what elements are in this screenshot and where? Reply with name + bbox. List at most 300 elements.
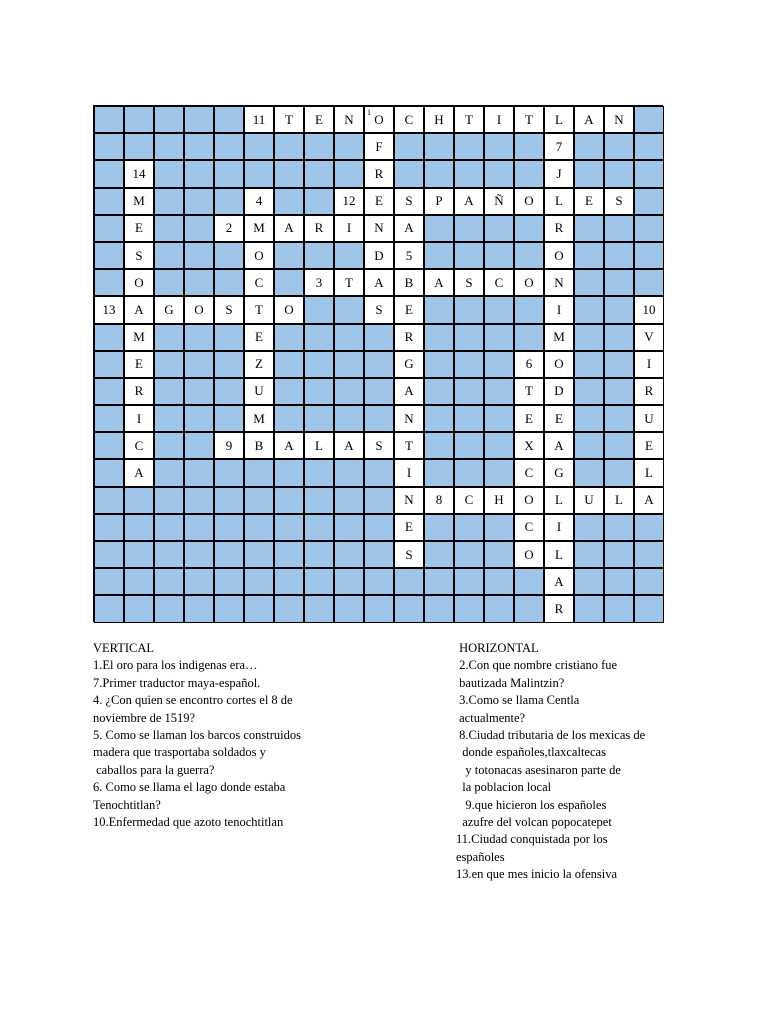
grid-cell: N: [544, 269, 574, 296]
grid-cell: S: [604, 188, 634, 215]
vertical-clue-line: 1.El oro para los indigenas era…: [93, 658, 258, 673]
grid-cell: [94, 188, 124, 215]
grid-cell: [394, 160, 424, 187]
grid-cell: [424, 242, 454, 269]
grid-cell: [454, 432, 484, 459]
grid-cell: E: [394, 514, 424, 541]
grid-cell: T: [244, 296, 274, 323]
grid-cell: [424, 432, 454, 459]
grid-cell: 3: [304, 269, 334, 296]
grid-cell: S: [124, 242, 154, 269]
grid-cell: I: [544, 514, 574, 541]
grid-cell: [364, 514, 394, 541]
grid-cell: [334, 324, 364, 351]
grid-cell: [604, 351, 634, 378]
grid-cell: S: [364, 432, 394, 459]
grid-cell: [604, 405, 634, 432]
grid-cell: [94, 378, 124, 405]
grid-cell: [154, 324, 184, 351]
grid-cell: J: [544, 160, 574, 187]
grid-cell: E: [244, 324, 274, 351]
grid-cell: B: [244, 432, 274, 459]
grid-cell: [124, 541, 154, 568]
vertical-clue-line: 4. ¿Con quien se encontro cortes el 8 de: [93, 693, 293, 708]
grid-cell: L: [604, 487, 634, 514]
grid-cell: [214, 541, 244, 568]
grid-cell: [214, 514, 244, 541]
grid-cell: A: [424, 269, 454, 296]
grid-cell: [334, 296, 364, 323]
grid-cell: [154, 405, 184, 432]
grid-cell: [394, 133, 424, 160]
grid-cell: T: [394, 432, 424, 459]
grid-cell: [484, 405, 514, 432]
grid-cell: E: [124, 351, 154, 378]
grid-cell: [214, 106, 244, 133]
grid-cell: [274, 269, 304, 296]
grid-cell: [304, 351, 334, 378]
grid-cell: [214, 160, 244, 187]
grid-cell: [94, 160, 124, 187]
grid-cell: E: [544, 405, 574, 432]
grid-cell: Ñ: [484, 188, 514, 215]
grid-cell: [334, 351, 364, 378]
grid-cell: [454, 595, 484, 622]
grid-cell: R: [304, 215, 334, 242]
grid-cell: [364, 487, 394, 514]
grid-cell: [214, 269, 244, 296]
grid-cell: L: [634, 459, 664, 486]
grid-cell: M: [544, 324, 574, 351]
grid-cell: [274, 351, 304, 378]
grid-cell: [604, 160, 634, 187]
grid-cell: [604, 459, 634, 486]
grid-cell: [364, 324, 394, 351]
grid-cell: [94, 459, 124, 486]
grid-cell: [244, 160, 274, 187]
grid-cell: [94, 269, 124, 296]
grid-cell: R: [634, 378, 664, 405]
grid-cell: [604, 514, 634, 541]
grid-cell: [484, 514, 514, 541]
grid-cell: [334, 133, 364, 160]
grid-cell: [94, 133, 124, 160]
horizontal-clues: [456, 640, 645, 884]
grid-cell: [484, 324, 514, 351]
grid-cell: R: [364, 160, 394, 187]
grid-cell: [484, 459, 514, 486]
grid-cell: U: [574, 487, 604, 514]
grid-cell: [514, 215, 544, 242]
grid-cell: [484, 541, 514, 568]
horizontal-heading: HORIZONTAL: [456, 641, 539, 655]
grid-cell: [364, 378, 394, 405]
grid-cell: [634, 106, 664, 133]
vertical-clue-line: Tenochtitlan?: [93, 797, 161, 812]
vertical-clues: [93, 640, 301, 831]
grid-cell: I: [484, 106, 514, 133]
grid-cell: [274, 514, 304, 541]
grid-cell: [214, 459, 244, 486]
grid-cell: [244, 459, 274, 486]
grid-cell: [184, 215, 214, 242]
vertical-clue-line: caballos para la guerra?: [93, 762, 215, 777]
grid-cell: R: [124, 378, 154, 405]
grid-cell: G: [544, 459, 574, 486]
grid-cell: [424, 296, 454, 323]
grid-cell: [244, 514, 274, 541]
grid-cell: [574, 514, 604, 541]
vertical-clue-line: 6. Como se llama el lago donde estaba: [93, 780, 286, 795]
grid-cell: H: [484, 487, 514, 514]
grid-cell: L: [544, 487, 574, 514]
grid-cell: [184, 378, 214, 405]
grid-cell: [304, 514, 334, 541]
grid-cell: [274, 568, 304, 595]
grid-cell: [574, 133, 604, 160]
grid-cell: 6: [514, 351, 544, 378]
grid-cell: [484, 568, 514, 595]
grid-cell: [124, 514, 154, 541]
grid-cell: [214, 188, 244, 215]
grid-cell: O: [124, 269, 154, 296]
grid-cell: [184, 269, 214, 296]
grid-cell: [94, 242, 124, 269]
grid-cell: [124, 568, 154, 595]
grid-cell: A: [454, 188, 484, 215]
grid-cell: [94, 541, 124, 568]
grid-cell: I: [544, 296, 574, 323]
grid-cell: [484, 432, 514, 459]
grid-cell: [574, 459, 604, 486]
grid-cell: [574, 378, 604, 405]
grid-cell: [304, 378, 334, 405]
grid-cell: [154, 106, 184, 133]
grid-cell: O: [514, 487, 544, 514]
grid-cell: O: [184, 296, 214, 323]
grid-cell: 8: [424, 487, 454, 514]
grid-cell: [214, 242, 244, 269]
grid-cell: R: [394, 324, 424, 351]
grid-cell: [454, 459, 484, 486]
grid-cell: [154, 133, 184, 160]
grid-cell: [454, 324, 484, 351]
grid-cell: I: [334, 215, 364, 242]
grid-cell: [424, 133, 454, 160]
horizontal-clue-line: 3.Como se llama Centla: [456, 693, 580, 708]
grid-cell: [604, 324, 634, 351]
grid-cell: [364, 595, 394, 622]
grid-cell: T: [334, 269, 364, 296]
grid-cell: N: [604, 106, 634, 133]
grid-cell: U: [634, 405, 664, 432]
grid-cell: E: [634, 432, 664, 459]
grid-cell: [514, 242, 544, 269]
grid-cell: [364, 459, 394, 486]
grid-cell: A: [394, 215, 424, 242]
grid-cell: A: [544, 432, 574, 459]
grid-cell: [304, 541, 334, 568]
grid-cell: 10: [634, 296, 664, 323]
grid-cell: [574, 541, 604, 568]
grid-cell: [304, 324, 334, 351]
grid-cell: I: [124, 405, 154, 432]
grid-cell: [154, 595, 184, 622]
grid-cell: O: [544, 242, 574, 269]
vertical-heading: VERTICAL: [93, 641, 155, 655]
grid-cell: M: [244, 215, 274, 242]
grid-cell: [454, 568, 484, 595]
horizontal-clue-line: 11.Ciudad conquistada por los: [456, 832, 608, 847]
grid-cell: [394, 568, 424, 595]
grid-cell: O: [544, 351, 574, 378]
grid-cell: [424, 215, 454, 242]
grid-cell: L: [544, 188, 574, 215]
grid-cell: [214, 324, 244, 351]
grid-cell: B: [394, 269, 424, 296]
grid-cell: S: [364, 296, 394, 323]
grid-cell: [274, 541, 304, 568]
grid-cell: [184, 242, 214, 269]
horizontal-clue-line: 8.Ciudad tributaria de los mexicas de: [456, 728, 646, 743]
grid-cell: [184, 188, 214, 215]
grid-cell: [94, 432, 124, 459]
horizontal-clue-line: 13.en que mes inicio la ofensiva: [456, 867, 618, 882]
grid-cell: [484, 160, 514, 187]
grid-cell: [484, 378, 514, 405]
grid-cell: [154, 160, 184, 187]
grid-cell: H: [424, 106, 454, 133]
vertical-clue-line: madera que trasportaba soldados y: [93, 745, 266, 760]
grid-cell: C: [484, 269, 514, 296]
vertical-clue-line: 5. Como se llaman los barcos construidos: [93, 728, 301, 743]
grid-cell: [604, 215, 634, 242]
grid-cell: [184, 133, 214, 160]
grid-cell: [244, 568, 274, 595]
grid-cell: R: [544, 595, 574, 622]
grid-cell: [574, 568, 604, 595]
grid-cell: S: [394, 541, 424, 568]
grid-cell: S: [454, 269, 484, 296]
grid-cell: [454, 242, 484, 269]
grid-cell: G: [394, 351, 424, 378]
grid-cell: A: [634, 487, 664, 514]
grid-cell: A: [124, 459, 154, 486]
grid-cell: [634, 541, 664, 568]
grid-cell: O 1: [364, 106, 394, 133]
grid-cell: [94, 351, 124, 378]
grid-cell: [574, 351, 604, 378]
grid-cell: [484, 215, 514, 242]
grid-cell: [454, 351, 484, 378]
grid-cell: [184, 459, 214, 486]
grid-cell: [274, 487, 304, 514]
grid-cell: [274, 595, 304, 622]
grid-cell: [94, 215, 124, 242]
grid-cell: C: [514, 514, 544, 541]
grid-cell: [454, 378, 484, 405]
grid-cell: [364, 568, 394, 595]
grid-cell: M: [124, 188, 154, 215]
horizontal-clue-line: 9.que hicieron los españoles: [456, 797, 607, 812]
grid-cell: [454, 541, 484, 568]
grid-cell: U: [244, 378, 274, 405]
grid-cell: 7: [544, 133, 574, 160]
grid-cell: [514, 160, 544, 187]
grid-cell: 9: [214, 432, 244, 459]
grid-cell: [154, 351, 184, 378]
grid-cell: O: [514, 269, 544, 296]
grid-cell: T: [454, 106, 484, 133]
grid-cell: [424, 568, 454, 595]
grid-cell: [514, 324, 544, 351]
grid-cell: [424, 351, 454, 378]
horizontal-clue-line: 2.Con que nombre cristiano fue: [456, 658, 618, 673]
grid-cell: [154, 188, 184, 215]
grid-cell: E: [124, 215, 154, 242]
grid-cell: [304, 242, 334, 269]
grid-cell: [574, 160, 604, 187]
grid-cell: [454, 215, 484, 242]
grid-cell: [454, 296, 484, 323]
grid-cell: A: [274, 432, 304, 459]
grid-cell: [604, 432, 634, 459]
grid-cell: [634, 242, 664, 269]
grid-cell: [184, 324, 214, 351]
grid-cell: S: [394, 188, 424, 215]
grid-cell: 4: [244, 188, 274, 215]
grid-cell: [574, 215, 604, 242]
grid-cell: P: [424, 188, 454, 215]
grid-cell: O: [274, 296, 304, 323]
grid-cell: 5: [394, 242, 424, 269]
grid-cell: [334, 541, 364, 568]
grid-cell: [304, 133, 334, 160]
grid-cell: [574, 324, 604, 351]
grid-cell: E: [574, 188, 604, 215]
grid-cell: [184, 405, 214, 432]
grid-cell: [184, 351, 214, 378]
vertical-clue-line: noviembre de 1519?: [93, 710, 196, 725]
grid-cell: [154, 459, 184, 486]
grid-cell: [184, 432, 214, 459]
grid-cell: [334, 459, 364, 486]
grid-cell: [394, 595, 424, 622]
grid-cell: [214, 405, 244, 432]
grid-cell: [214, 487, 244, 514]
grid-cell: [154, 514, 184, 541]
grid-cell: [334, 568, 364, 595]
grid-cell: [484, 242, 514, 269]
grid-cell: [304, 405, 334, 432]
grid-cell: C: [124, 432, 154, 459]
grid-cell: [184, 487, 214, 514]
grid-cell: [574, 269, 604, 296]
grid-cell: [244, 541, 274, 568]
grid-cell: [154, 269, 184, 296]
grid-cell: C: [244, 269, 274, 296]
grid-cell: [244, 487, 274, 514]
grid-cell: C: [394, 106, 424, 133]
grid-cell: [364, 351, 394, 378]
grid-cell: [424, 324, 454, 351]
grid-cell: [484, 296, 514, 323]
grid-cell: D: [544, 378, 574, 405]
grid-cell: 13: [94, 296, 124, 323]
grid-cell: A: [574, 106, 604, 133]
grid-cell: A: [334, 432, 364, 459]
grid-cell: [514, 568, 544, 595]
grid-cell: [304, 296, 334, 323]
grid-cell: [274, 405, 304, 432]
grid-cell: D: [364, 242, 394, 269]
grid-cell: [424, 405, 454, 432]
grid-cell: 12: [334, 188, 364, 215]
grid-cell: [274, 133, 304, 160]
grid-cell: [214, 351, 244, 378]
horizontal-clue-line: donde españoles,tlaxcaltecas: [456, 745, 606, 760]
grid-cell: [364, 405, 394, 432]
grid-cell: M: [124, 324, 154, 351]
grid-cell: E: [394, 296, 424, 323]
grid-cell: [154, 215, 184, 242]
grid-cell: [214, 133, 244, 160]
grid-cell: I: [634, 351, 664, 378]
grid-cell: [124, 133, 154, 160]
grid-cell: O: [514, 188, 544, 215]
grid-cell: [454, 160, 484, 187]
grid-cell: [304, 568, 334, 595]
grid-cell: L: [544, 541, 574, 568]
grid-cell: [94, 405, 124, 432]
grid-cell: [184, 568, 214, 595]
grid-cell: [274, 188, 304, 215]
grid-cell: [214, 595, 244, 622]
grid-cell: [124, 487, 154, 514]
grid-cell: M: [244, 405, 274, 432]
grid-cell: [424, 514, 454, 541]
grid-cell: [304, 160, 334, 187]
grid-cell: I: [394, 459, 424, 486]
grid-cell: [154, 378, 184, 405]
grid-cell: [154, 432, 184, 459]
grid-cell: [634, 595, 664, 622]
grid-cell: N: [364, 215, 394, 242]
grid-cell: 14: [124, 160, 154, 187]
grid-cell: [94, 514, 124, 541]
grid-cell: [634, 514, 664, 541]
grid-cell: N: [394, 405, 424, 432]
grid-cell: [124, 106, 154, 133]
grid-cell: [274, 242, 304, 269]
grid-cell: [604, 133, 634, 160]
grid-cell: A: [544, 568, 574, 595]
grid-cell: [154, 568, 184, 595]
grid-cell: E: [514, 405, 544, 432]
grid-cell: T: [514, 106, 544, 133]
grid-cell: [244, 595, 274, 622]
vertical-clue-line: 7.Primer traductor maya-español.: [93, 675, 261, 690]
grid-cell: [574, 405, 604, 432]
grid-cell: [274, 160, 304, 187]
grid-cell: [424, 459, 454, 486]
grid-cell: T: [274, 106, 304, 133]
grid-cell: [364, 541, 394, 568]
horizontal-clue-line: y totonacas asesinaron parte de: [456, 762, 621, 777]
grid-cell: [634, 215, 664, 242]
grid-cell: [604, 269, 634, 296]
grid-cell: 2: [214, 215, 244, 242]
